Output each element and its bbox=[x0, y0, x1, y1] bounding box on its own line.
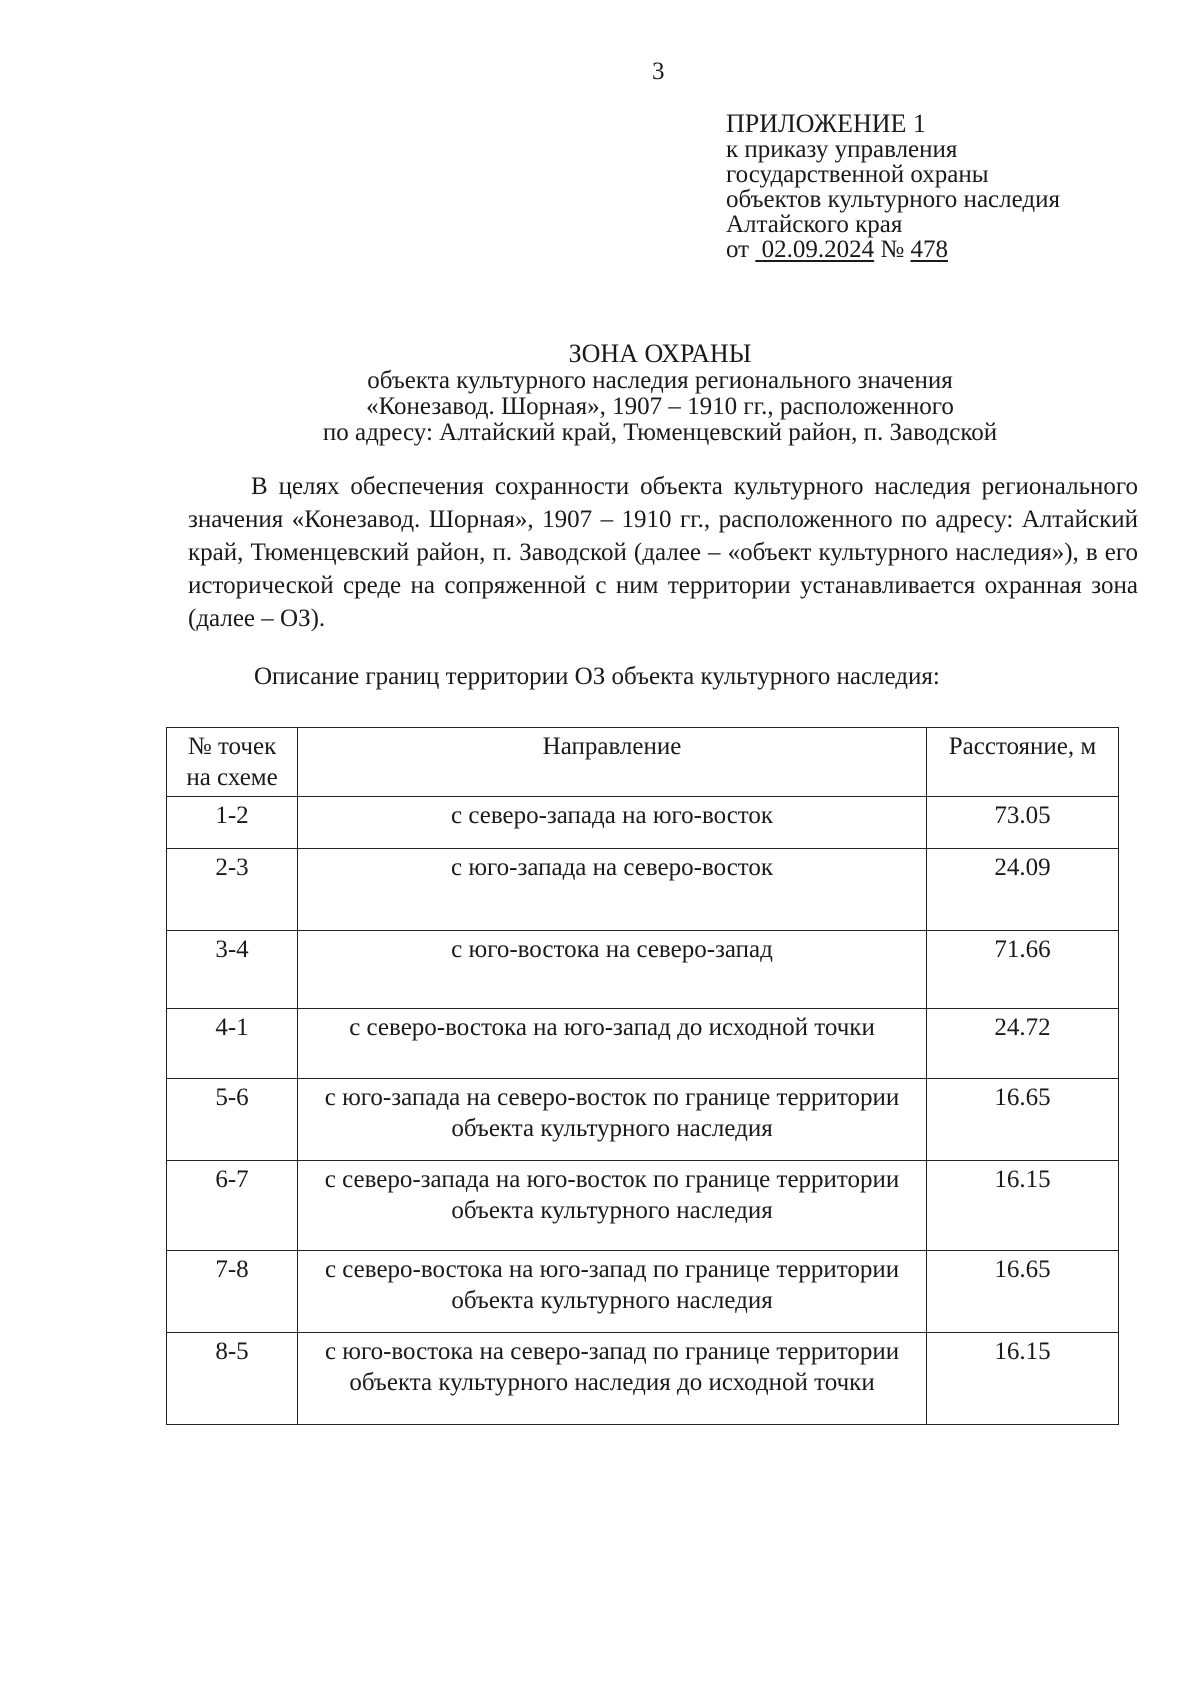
cell-points: 5-6 bbox=[167, 1079, 298, 1161]
heading-line-1: объекта культурного наследия регионального значения bbox=[367, 367, 953, 394]
cell-points: 6-7 bbox=[167, 1161, 298, 1251]
heading-line-2: «Конезавод. Шорная», 1907 – 1910 гг., расположенного bbox=[366, 393, 954, 420]
header-direction: Направление bbox=[298, 728, 927, 797]
cell-distance: 16.65 bbox=[926, 1079, 1118, 1161]
appendix-line-2: государственной охраны bbox=[726, 161, 989, 188]
cell-direction: с юго-запада на северо-восток по границе территории объекта культурного наследия bbox=[298, 1079, 927, 1161]
heading-title: ЗОНА ОХРАНЫ bbox=[568, 339, 752, 368]
table-caption: Описание границ территории ОЗ объекта культурного наследия: bbox=[254, 663, 940, 690]
appendix-date-line bbox=[726, 237, 1060, 262]
cell-direction: с северо-востока на юго-запад по границе территории объекта культурного наследия bbox=[298, 1251, 927, 1333]
appendix-title: ПРИЛОЖЕНИЕ 1 bbox=[726, 109, 926, 138]
cell-direction: с северо-востока на юго-запад до исходной точки bbox=[298, 1009, 927, 1079]
appendix-line-1: к приказу управления bbox=[726, 136, 958, 163]
order-number: 478 bbox=[910, 236, 948, 263]
cell-distance: 24.09 bbox=[926, 849, 1118, 931]
boundaries-table bbox=[166, 727, 1119, 1425]
cell-distance: 24.72 bbox=[926, 1009, 1118, 1079]
cell-direction: с северо-запада на юго-восток bbox=[298, 797, 927, 849]
cell-distance: 16.65 bbox=[926, 1251, 1118, 1333]
table-row bbox=[167, 797, 1119, 849]
cell-points: 8-5 bbox=[167, 1333, 298, 1425]
table-row bbox=[167, 1333, 1119, 1425]
cell-points: 2-3 bbox=[167, 849, 298, 931]
heading-line-3: по адресу: Алтайский край, Тюменцевский район, п. Заводской bbox=[322, 419, 998, 446]
number-prefix: № bbox=[880, 236, 905, 263]
table-row bbox=[167, 1079, 1119, 1161]
body-paragraph: В целях обеспечения сохранности объекта культурного наследия регионального значения «Конезавод. Шорная», 1907 – 1910 гг., расположенного по адресу: Алтайский край, Тюменцевский район, п. Заводской (далее – «объект культурного наследия»), в его исторической среде на сопряженной с ним территории устанавливается охранная зона (далее – ОЗ). bbox=[188, 473, 1138, 632]
appendix-line-3: объектов культурного наследия bbox=[726, 186, 1060, 213]
cell-direction: с юго-запада на северо-восток bbox=[298, 849, 927, 931]
cell-distance: 16.15 bbox=[926, 1333, 1118, 1425]
document-heading bbox=[0, 340, 1200, 446]
cell-points: 4-1 bbox=[167, 1009, 298, 1079]
cell-distance: 16.15 bbox=[926, 1161, 1118, 1251]
table-body bbox=[167, 797, 1119, 1425]
table-row bbox=[167, 1251, 1119, 1333]
table-row bbox=[167, 931, 1119, 1009]
appendix-line-4: Алтайского края bbox=[726, 211, 903, 238]
date-prefix: от bbox=[726, 236, 750, 263]
order-date: 02.09.2024 bbox=[761, 236, 875, 263]
page-number: 3 bbox=[652, 58, 665, 85]
cell-points: 7-8 bbox=[167, 1251, 298, 1333]
table-row bbox=[167, 1009, 1119, 1079]
table-header-row bbox=[167, 728, 1119, 797]
cell-distance: 73.05 bbox=[926, 797, 1118, 849]
header-distance: Расстояние, м bbox=[926, 728, 1118, 797]
appendix-block bbox=[726, 110, 1060, 262]
table-row bbox=[167, 849, 1119, 931]
cell-points: 3-4 bbox=[167, 931, 298, 1009]
cell-points: 1-2 bbox=[167, 797, 298, 849]
cell-direction: с северо-запада на юго-восток по границе территории объекта культурного наследия bbox=[298, 1161, 927, 1251]
cell-distance: 71.66 bbox=[926, 931, 1118, 1009]
cell-direction: с юго-востока на северо-запад по границе территории объекта культурного наследия до исходной точки bbox=[298, 1333, 927, 1425]
table-row bbox=[167, 1161, 1119, 1251]
header-points: № точек на схеме bbox=[167, 728, 298, 797]
cell-direction: с юго-востока на северо-запад bbox=[298, 931, 927, 1009]
